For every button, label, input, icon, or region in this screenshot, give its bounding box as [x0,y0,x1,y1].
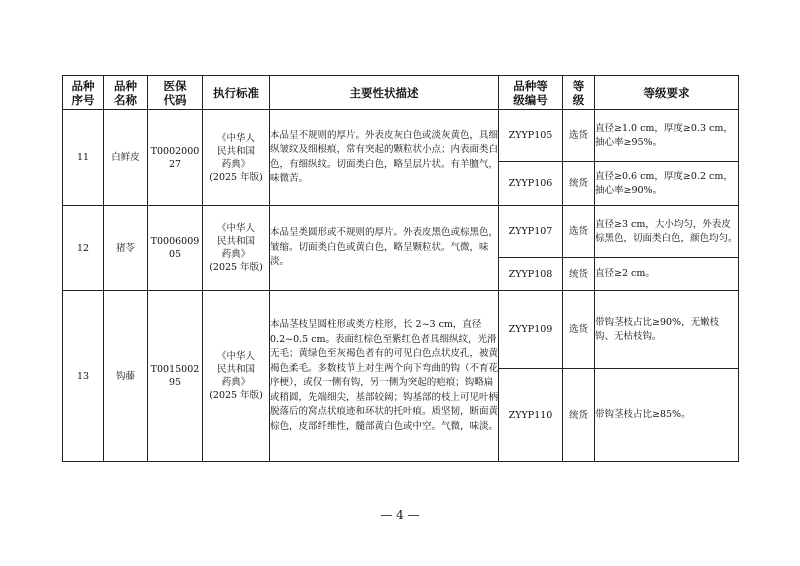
grade-requirement: 直径≥2 cm。 [595,258,739,291]
item-description: 本品呈类圆形或不规则的厚片。外表皮黑色或棕黑色，皱缩。切面类白色或黄白色，略呈颗粒状。气微，味淡。 [270,206,499,291]
item-name: 钩藤 [104,291,148,462]
item-code: T0015002 95 [148,291,203,462]
grade-code: ZYYP106 [499,162,563,206]
item-code: T0002000 27 [148,110,203,206]
grade-level: 统货 [563,258,595,291]
item-standard: 《中华人 民共和国 药典》 (2025 年版) [203,110,270,206]
item-name: 白鲜皮 [104,110,148,206]
grade-requirement: 带钩茎枝占比≥85%。 [595,369,739,462]
standards-table [62,75,739,462]
grade-requirement: 带钩茎枝占比≥90%，无嫩枝钩、无枯枝钩。 [595,291,739,369]
page-number: — 4 — [380,508,420,522]
item-seq: 12 [63,206,104,291]
grade-code: ZYYP107 [499,206,563,258]
header-code: 医保 代码 [148,76,203,110]
grade-level: 选货 [563,291,595,369]
header-name: 品种 名称 [104,76,148,110]
table-row [63,291,739,369]
grade-requirement: 直径≥0.6 cm，厚度≥0.2 cm，抽心率≥90%。 [595,162,739,206]
grade-code: ZYYP109 [499,291,563,369]
item-code: T0006009 05 [148,206,203,291]
item-standard: 《中华人 民共和国 药典》 (2025 年版) [203,206,270,291]
item-description: 本品茎枝呈圆柱形或类方柱形，长 2~3 cm，直径 0.2~0.5 cm。表面红棕色至紫红色者具细纵纹，光滑无毛；黄绿色至灰褐色者有的可见白色点状皮孔，被黄褐色柔毛。多数枝节上对生两个向下弯曲的钩（不育花序梗），或仅一侧有钩，另一侧为突起的疤痕；钩略扁或稍圆，先端细尖，基部较阔；钩基部的枝上可见叶柄脱落后的窝点状痕迹和环状的托叶痕。质坚韧，断面黄棕色，皮部纤维性，髓部黄白色或中空。气微，味淡。 [270,291,499,462]
header-description: 主要性状描述 [270,76,499,110]
header-grade-code: 品种等 级编号 [499,76,563,110]
header-standard: 执行标准 [203,76,270,110]
item-name: 猪苓 [104,206,148,291]
header-row [63,76,739,110]
grade-code: ZYYP110 [499,369,563,462]
item-seq: 11 [63,110,104,206]
item-standard: 《中华人 民共和国 药典》 (2025 年版) [203,291,270,462]
header-requirements: 等级要求 [595,76,739,110]
grade-requirement: 直径≥3 cm，大小均匀，外表皮棕黑色，切面类白色，颜色均匀。 [595,206,739,258]
grade-level: 统货 [563,162,595,206]
item-description: 本品呈不规则的厚片。外表皮灰白色或淡灰黄色，具细纵皱纹及细根痕，常有突起的颗粒状小点；内表面类白色，有细纵纹。切面类白色，略呈层片状。有羊膻气，味微苦。 [270,110,499,206]
item-seq: 13 [63,291,104,462]
header-seq: 品种 序号 [63,76,104,110]
grade-code: ZYYP105 [499,110,563,162]
grade-level: 选货 [563,110,595,162]
header-grade: 等 级 [563,76,595,110]
table-row [63,206,739,258]
grade-level: 统货 [563,369,595,462]
grade-requirement: 直径≥1.0 cm，厚度≥0.3 cm，抽心率≥95%。 [595,110,739,162]
grade-level: 选货 [563,206,595,258]
grade-code: ZYYP108 [499,258,563,291]
table-row [63,110,739,162]
